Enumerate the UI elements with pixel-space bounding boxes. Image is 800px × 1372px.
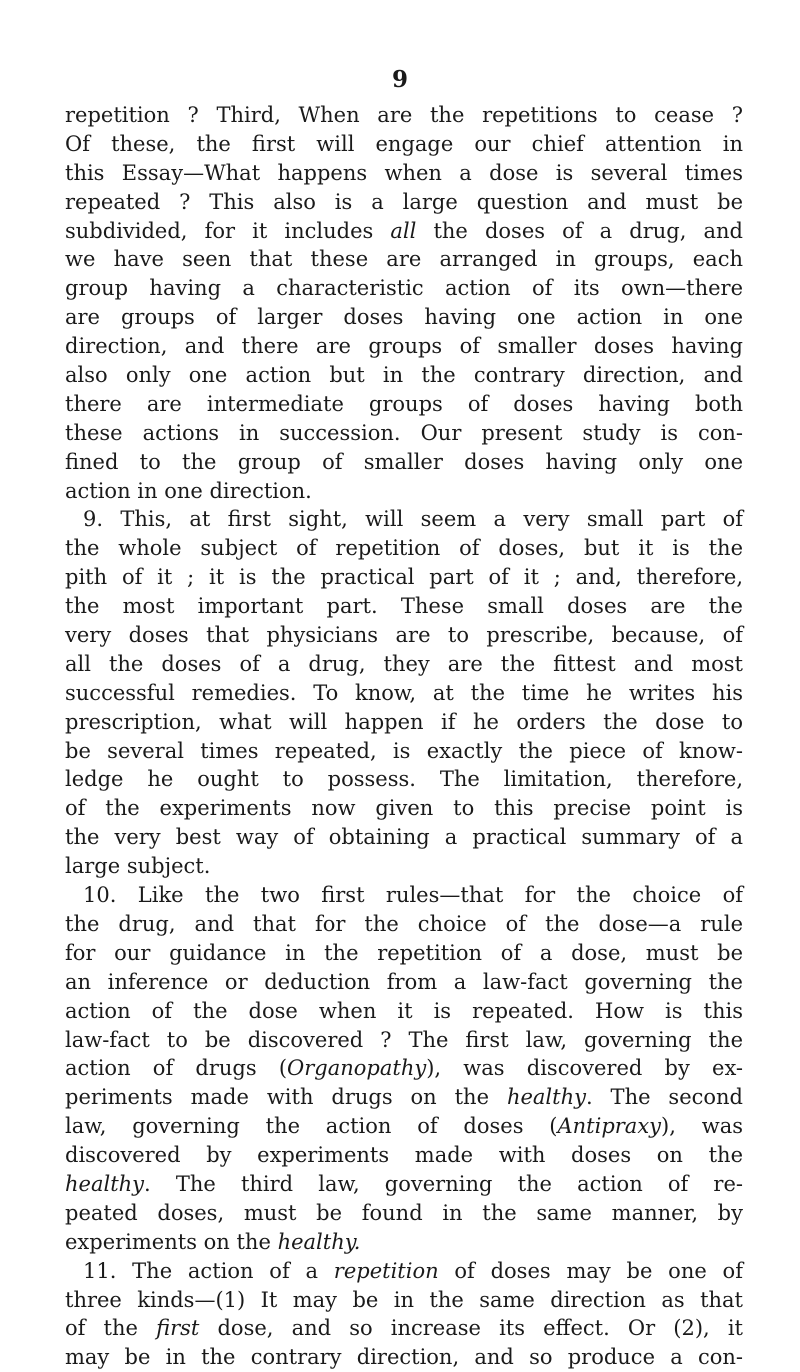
text-line: of the experiments now given to this precise point is [65, 796, 743, 821]
text-line: we have seen that these are arranged in groups, each [65, 247, 743, 272]
text-line: experiments on the healthy. [65, 1229, 361, 1254]
text-line: periments made with drugs on the healthy. The second [65, 1085, 744, 1110]
text-line: repetition ? Third, When are the repetitions to cease ? [65, 103, 743, 127]
emphasis-antipraxy: Antipraxy [557, 1114, 662, 1139]
text-line: large subject. [65, 854, 211, 879]
text-line: healthy. The third law, governing the action of re- [65, 1171, 743, 1196]
text-line: this Essay—What happens when a dose is several times [65, 160, 743, 185]
text-line: law, governing the action of doses (Antipraxy), was [65, 1114, 743, 1139]
text-line: may be in the contrary direction, and so produce a con- [65, 1345, 743, 1370]
emphasis-healthy: healthy [506, 1085, 586, 1110]
text-line: group having a characteristic action of its own—there [65, 276, 743, 301]
text-line: of the first dose, and so increase its effect. Or (2), it [65, 1316, 743, 1341]
text-line: fined to the group of smaller doses having only one [65, 449, 743, 474]
page-number: 9 [391, 66, 408, 93]
text-line: the most important part. These small doses are the [65, 594, 743, 619]
text-line: ledge he ought to possess. The limitation, therefore, [65, 767, 743, 792]
text-line: direction, and there are groups of smaller doses having [65, 334, 743, 359]
text-line: successful remedies. To know, at the time he writes his [65, 680, 743, 705]
text-line: 10. Like the two first rules—that for the choice of [83, 883, 743, 908]
emphasis-healthy: healthy [65, 1171, 145, 1196]
text-line: all the doses of a drug, they are the fittest and most [65, 651, 743, 676]
text-line: are groups of larger doses having one action in one [65, 305, 743, 330]
emphasis-organopathy: Organopathy [287, 1056, 427, 1081]
text-line: for our guidance in the repetition of a dose, must be [65, 940, 743, 965]
text-line: 9. This, at first sight, will seem a very small part of [83, 507, 743, 532]
text-line: the drug, and that for the choice of the dose—a rule [65, 911, 743, 936]
text-line: these actions in succession. Our present study is con- [65, 420, 743, 445]
text-line: repeated ? This also is a large question and must be [65, 189, 743, 214]
text-line: 11. The action of a repetition of doses may be one of [83, 1258, 743, 1283]
text-line: action of the dose when it is repeated. How is this [65, 998, 743, 1023]
emphasis-all: all [390, 218, 417, 243]
text-line: three kinds—(1) It may be in the same direction as that [65, 1287, 743, 1312]
text-line: action in one direction. [65, 478, 312, 503]
text-line: peated doses, must be found in the same manner, by [65, 1200, 743, 1225]
emphasis-healthy: healthy. [277, 1229, 361, 1254]
text-line: an inference or deduction from a law-fact governing the [65, 969, 743, 994]
text-line: there are intermediate groups of doses having both [65, 391, 743, 416]
text-line: also only one action but in the contrary direction, and [65, 363, 743, 388]
text-line: be several times repeated, is exactly the piece of know- [65, 738, 743, 763]
emphasis-first: first [156, 1316, 200, 1341]
emphasis-repetition: repetition [333, 1258, 439, 1283]
text-line: prescription, what will happen if he orders the dose to [65, 709, 743, 734]
body-text [65, 101, 743, 1372]
text-line: the whole subject of repetition of doses, but it is the [65, 536, 743, 561]
text-line: subdivided, for it includes all the doses of a drug, and [65, 218, 743, 243]
text-line: Of these, the first will engage our chief attention in [65, 131, 743, 156]
text-line: action of drugs (Organopathy), was discovered by ex- [65, 1056, 744, 1081]
text-line: the very best way of obtaining a practical summary of a [65, 825, 743, 850]
text-line: discovered by experiments made with doses on the [65, 1143, 743, 1168]
text-line: law-fact to be discovered ? The first law, governing the [65, 1027, 743, 1052]
text-line: pith of it ; it is the practical part of it ; and, therefore, [65, 565, 743, 590]
text-line: very doses that physicians are to prescribe, because, of [65, 623, 743, 648]
